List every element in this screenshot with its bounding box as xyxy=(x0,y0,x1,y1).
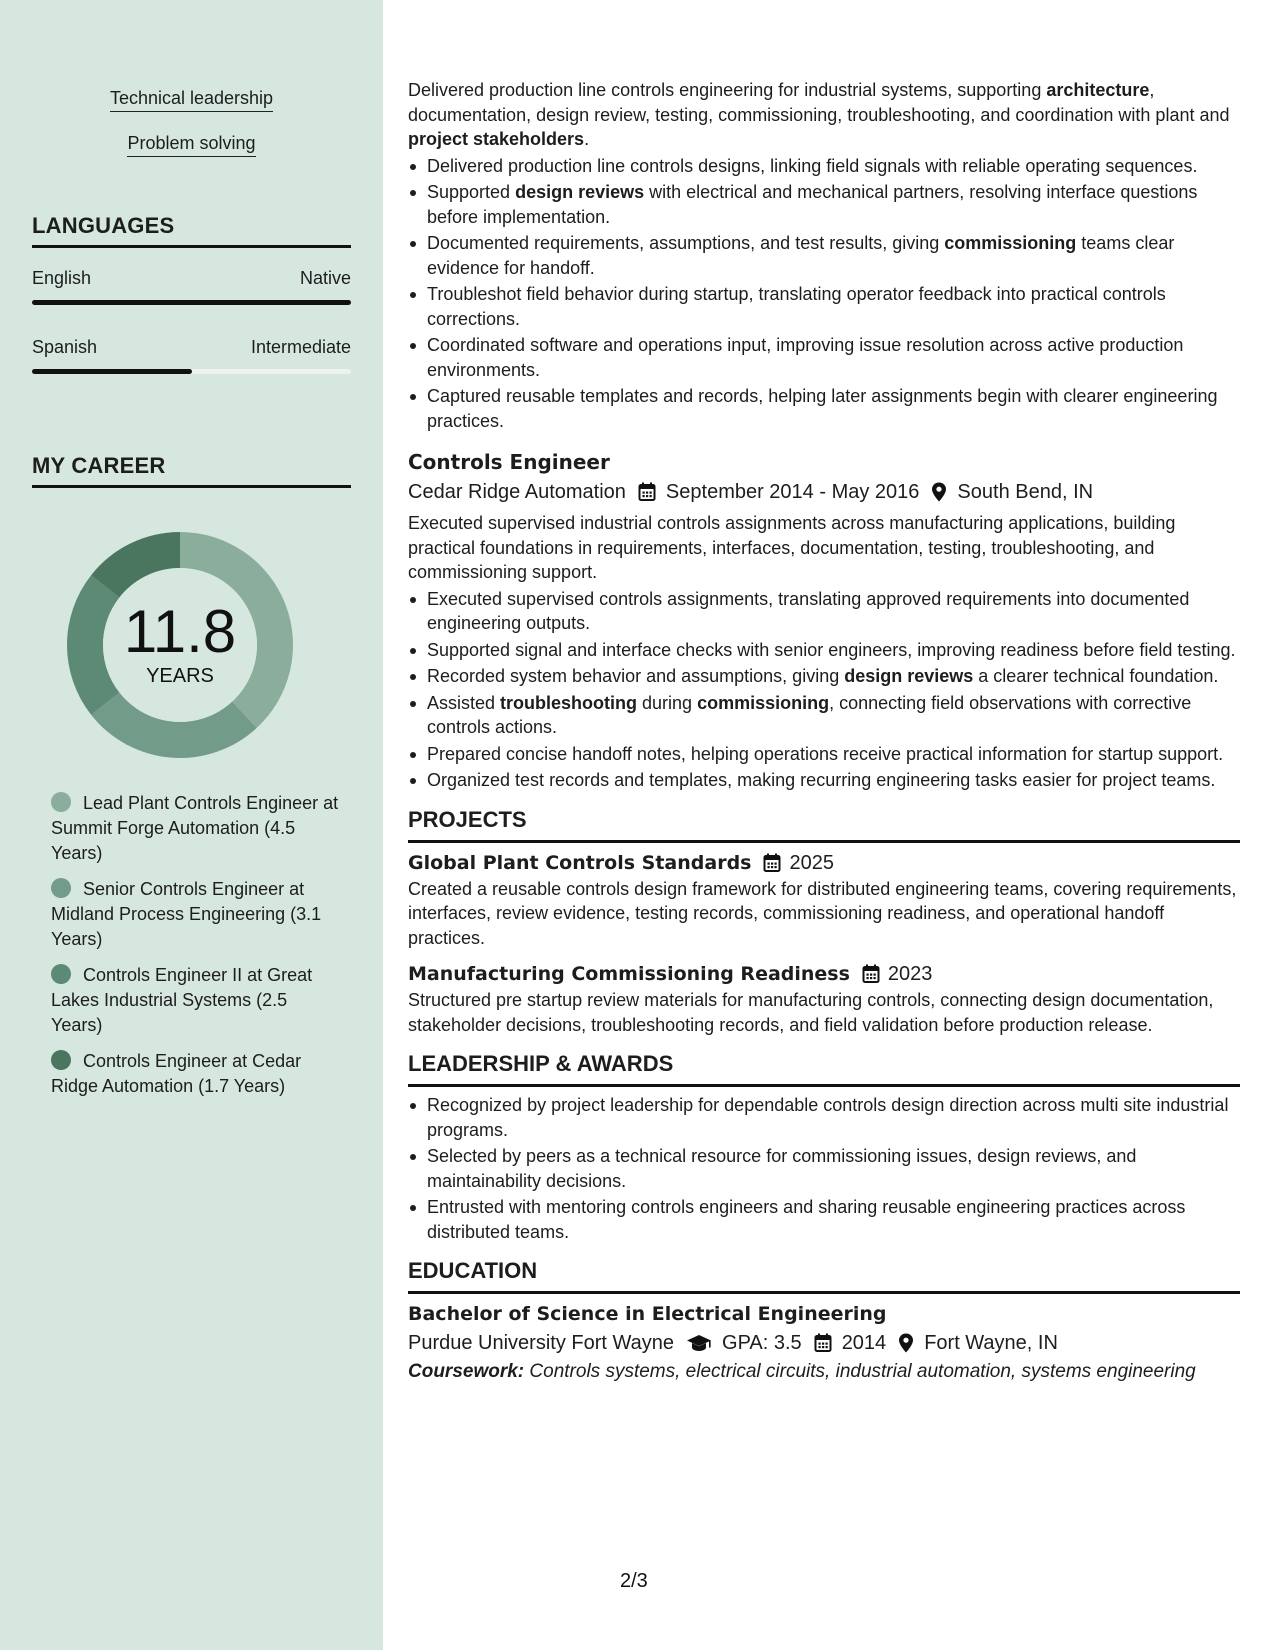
job-bullets xyxy=(408,587,1240,793)
sidebar xyxy=(0,0,383,1650)
job-bullet: Documented requirements, assumptions, and test results, giving commissioning teams clear evidence for handoff. xyxy=(408,231,1240,280)
coursework xyxy=(408,1360,1240,1384)
calendar-icon xyxy=(638,482,656,502)
calendar-icon xyxy=(862,964,880,984)
project-item xyxy=(408,849,1240,951)
career-item-text: Controls Engineer II at Great Lakes Industrial Systems (2.5 Years) xyxy=(51,965,313,1035)
job-bullet: Supported signal and interface checks with senior engineers, improving readiness before field testing. xyxy=(408,638,1240,663)
graduation-year: 2014 xyxy=(841,1332,887,1354)
legend-dot xyxy=(51,878,71,898)
skill-label: Technical leadership xyxy=(110,88,273,112)
career-list-item xyxy=(51,1049,341,1099)
project-title: Global Plant Controls Standards xyxy=(408,851,752,874)
job-bullets xyxy=(408,154,1240,434)
projects-heading: PROJECTS xyxy=(408,805,1240,843)
coursework-label: Coursework: xyxy=(408,1361,525,1382)
language-proficiency-fill xyxy=(32,300,351,305)
language-level: Native xyxy=(299,268,351,288)
job-bullet: Prepared concise handoff notes, helping operations receive practical information for startup support. xyxy=(408,742,1240,767)
project-title-row xyxy=(408,960,1240,988)
job-bullet: Coordinated software and operations input, improving issue resolution across active production environments. xyxy=(408,333,1240,382)
calendar-icon xyxy=(763,853,781,873)
graduation-cap-icon xyxy=(686,1333,712,1353)
job-title: Controls Engineer xyxy=(408,450,610,474)
job-bullet: Organized test records and templates, making recurring engineering tasks easier for project teams. xyxy=(408,768,1240,793)
job-company: Cedar Ridge Automation xyxy=(408,481,626,503)
career-item-text: Lead Plant Controls Engineer at Summit Forge Automation (4.5 Years) xyxy=(51,793,339,863)
project-item xyxy=(408,960,1240,1037)
career-total-unit: YEARS xyxy=(146,665,214,687)
career-list-item xyxy=(51,877,341,952)
project-description: Created a reusable controls design framework for distributed engineering teams, covering requirements, interfaces, review evidence, testing records, commissioning readiness, and operational handoff practices. xyxy=(408,878,1237,948)
job-bullet: Troubleshot field behavior during startup, translating operator feedback into practical controls corrections. xyxy=(408,282,1240,331)
career-item-text: Senior Controls Engineer at Midland Process Engineering (3.1 Years) xyxy=(51,879,322,949)
job-bullet: Delivered production line controls designs, linking field signals with reliable operating sequences. xyxy=(408,154,1240,179)
school-name: Purdue University Fort Wayne xyxy=(408,1332,675,1354)
job-bullet: Assisted troubleshooting during commissioning, connecting field observations with corrective controls actions. xyxy=(408,691,1240,740)
career-total-years: 11.8 xyxy=(123,598,237,665)
main-content xyxy=(408,78,1240,1384)
leadership-item: Recognized by project leadership for dependable controls design direction across multi site industrial programs. xyxy=(408,1093,1240,1142)
job-bullet: Captured reusable templates and records, helping later assignments begin with clearer engineering practices. xyxy=(408,384,1240,433)
career-list-item xyxy=(51,791,341,866)
career-item-text: Controls Engineer at Cedar Ridge Automation (1.7 Years) xyxy=(51,1051,302,1096)
language-row xyxy=(32,268,351,289)
language-name: English xyxy=(32,268,92,288)
languages-heading: LANGUAGES xyxy=(32,213,351,248)
legend-dot xyxy=(51,792,71,812)
skill-item xyxy=(0,133,383,157)
coursework-text: Controls systems, electrical circuits, industrial automation, systems engineering xyxy=(529,1361,1196,1382)
career-list-item xyxy=(51,963,341,1038)
leadership-item: Selected by peers as a technical resource for commissioning issues, design reviews, and maintainability decisions. xyxy=(408,1144,1240,1193)
language-name: Spanish xyxy=(32,337,98,357)
location-pin-icon xyxy=(931,482,947,502)
calendar-icon xyxy=(814,1333,832,1353)
language-level: Intermediate xyxy=(250,337,351,357)
school-location: Fort Wayne, IN xyxy=(924,1332,1058,1354)
job-meta xyxy=(408,477,1240,507)
career-heading: MY CAREER xyxy=(32,453,351,488)
career-list xyxy=(51,791,341,1110)
page-number: 2/3 xyxy=(620,1570,648,1592)
job-intro: Delivered production line controls engineering for industrial systems, supporting architecture, documentation, design review, testing, commissioning, troubleshooting, and coordination with plant and project stakeholders. xyxy=(408,80,1230,149)
language-row xyxy=(32,337,351,358)
education-heading: EDUCATION xyxy=(408,1256,1240,1294)
job-dates: September 2014 - May 2016 xyxy=(665,481,920,503)
job-intro: Executed supervised industrial controls assignments across manufacturing applications, building practical foundations in requirements, interfaces, documentation, testing, troubleshooting, and commissioning support. xyxy=(408,513,1176,582)
location-pin-icon xyxy=(898,1333,914,1353)
job-bullet: Executed supervised controls assignments, translating approved requirements into documented engineering outputs. xyxy=(408,587,1240,636)
project-title: Manufacturing Commissioning Readiness xyxy=(408,963,850,985)
project-year: 2025 xyxy=(789,851,834,874)
skill-item xyxy=(0,88,383,112)
education-meta xyxy=(408,1328,1240,1358)
degree-title: Bachelor of Science in Electrical Engineering xyxy=(408,1303,887,1325)
language-proficiency-bar xyxy=(32,369,351,374)
skill-label: Problem solving xyxy=(127,133,255,157)
project-title-row xyxy=(408,849,1240,877)
leadership-item: Entrusted with mentoring controls engineers and sharing reusable engineering practices across distributed teams. xyxy=(408,1195,1240,1244)
legend-dot xyxy=(51,964,71,984)
job-bullet: Supported design reviews with electrical and mechanical partners, resolving interface questions before implementation. xyxy=(408,180,1240,229)
language-proficiency-fill xyxy=(32,369,192,374)
project-year: 2023 xyxy=(887,963,933,985)
language-proficiency-bar xyxy=(32,300,351,305)
gpa: GPA: 3.5 xyxy=(722,1332,802,1354)
leadership-heading: LEADERSHIP & AWARDS xyxy=(408,1049,1240,1087)
job-bullet: Recorded system behavior and assumptions, giving design reviews a clearer technical foundation. xyxy=(408,664,1240,689)
project-description: Structured pre startup review materials for manufacturing controls, connecting design documentation, stakeholder decisions, troubleshooting records, and field validation before production release. xyxy=(408,990,1214,1035)
legend-dot xyxy=(51,1050,71,1070)
job-location: South Bend, IN xyxy=(957,481,1094,503)
leadership-list xyxy=(408,1093,1240,1244)
